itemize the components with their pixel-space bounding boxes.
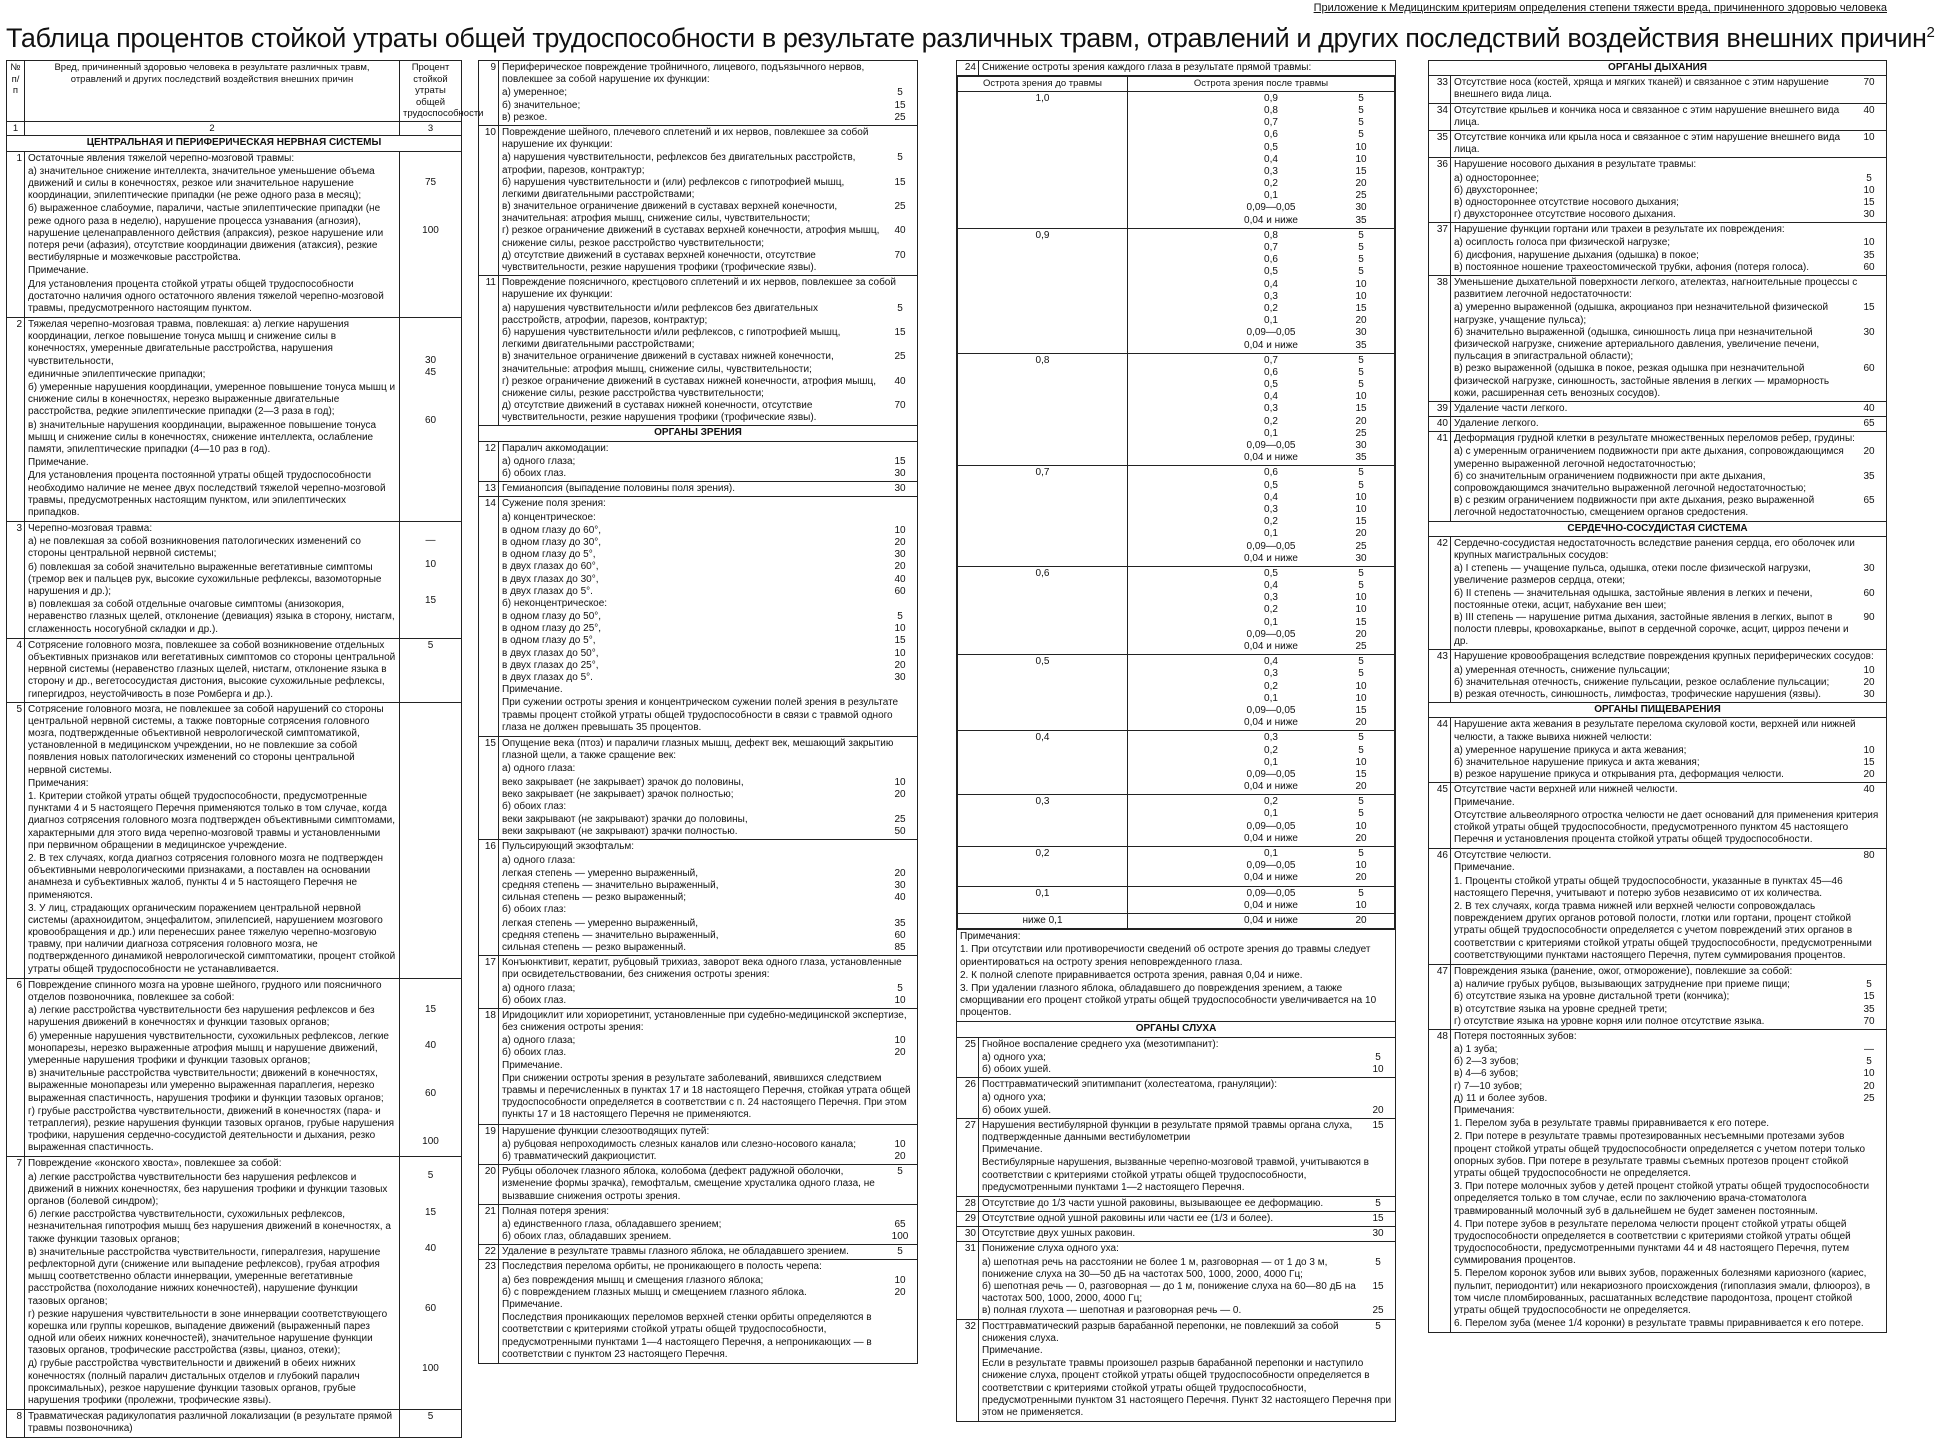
table-row: 1 Остаточные явления тяжелой черепно-мозговой травмы: а) значительное снижение интеллекта, значительное уменьшение объема движений и силы в конечностях, резкое или значительное нарушение координации, эпилептические припадки (не реже одного раза в месяц); б) выраженное слабоумие, параличи, частые эпилептические припадки (не реже одного раза в неделю), нарушение процесса узнавания (агнозия), нарушение целенаправленного действия (апраксия), резкое нарушение или потеря речи (афазия), отсутствие координации движения (атаксия), резкие вестибулярные и мозжечковые расстройства. Примечание. Для установления процента стойкой утраты общей трудоспособности достаточно наличия одного остаточного явления тяжелой черепно-мозговой травмы, предусмотренного настоящим пунктом. 75 100 [7,151,462,317]
table-row: 13 Гемианопсия (выпадение половины поля зрения). 30 [479,482,918,497]
vision-row: 0,6 5 [1264,129,1364,141]
vision-row: 0,4 10 [1264,391,1367,403]
table-row: 47 Повреждения языка (ранение, ожог, отморожение), повлекшие за собой: а) наличие грубых рубцов, вызывающих затруднение при приеме пищи; 5 б) отсутствие языка на уровне дистальной трети (кончика); 15 в) отсутствие языка на уровне средней трети; 35 г) отсутствие языка на уровне корня или полное отсутствие языка. 70 [1429,964,1887,1029]
vision-row: 0,1 15 [1264,616,1367,628]
injury-table-part-3 [956,60,1396,1422]
vision-row: 0,2 20 [1264,415,1367,427]
table-row: 16 Пульсирующий экзофтальм: а) одного глаза: легкая степень — умеренно выраженный, 20 средняя степень — значительно выраженный, 30 сильная степень — резко выраженный; 40 б) обоих глаз: легкая степень — умеренно выраженный, 35 средняя степень — значительно выраженный, 60 сильная степень — резко выраженный. 85 [479,840,918,956]
vision-row: 0,5 5 [1264,379,1364,391]
vision-before: 0,7 [958,466,1128,567]
table-row: 35 Отсутствие кончика или крыла носа и связанное с этим нарушение внешнего вида лица. 10 [1429,130,1887,157]
injury-table-part-1 [6,60,484,1438]
vision-before: 0,5 [958,655,1128,731]
vision-row: 0,3 15 [1264,165,1367,177]
table-row: 32 Посттравматический разрыв барабанной перепонки, не повлекший за собой снижения слуха. 5 Примечание. Если в результате травмы произошел разрыв барабанной перепонки и наступило снижение слуха, процент стойкой утраты общей трудоспособности определяется в соответствии с критериями стойкой утраты общей трудоспособности, предусмотренными пунктом 31 настоящего Перечня. Пункт 32 настоящего Перечня при этом не применяется. [957,1319,1396,1422]
vision-before: 0,1 [958,886,1128,913]
vision-before: 0,2 [958,847,1128,887]
vision-row: 0,09—0,05 10 [1246,820,1367,832]
vision-group [958,847,1395,887]
title-footnote: 2 [1926,24,1935,41]
table-row: 37 Нарушение функции гортани или трахеи в результате их повреждения: а) осиплость голоса при физической нагрузке; 10 б) дисфония, нарушение дыхания (одышка) в покое; 35 в) постоянное ношение трахеостомической трубки, афония (потеря голоса). 60 [1429,223,1887,276]
table-row: 5 Сотрясение головного мозга, не повлекшее за собой нарушений со стороны центральной нервной системы, а также повторные сотрясения головного мозга, подтвержденные объективной неврологической симптоматикой, установленной в медицинском учреждении, но не повлекшие за собой появления новых патологических изменений со стороны центральной нервной системы. Примечания: 1. Критерии стойкой утраты общей трудоспособности, предусмотренные пунктами 4 и 5 настоящего Перечня применяются только в том случае, когда диагноз сотрясения головного мозга подтвержден объективными симптомами, характерными для этого вида черепно-мозговой травмы и установленными при первичном обращении в медицинское учреждение. 2. В тех случаях, когда диагноз сотрясения головного мозга не подтвержден объективными неврологическими признаками, а поставлен на основании анамнеза и субъективных жалоб, пункты 4 и 5 настоящего Перечня не применяются. 3. У лиц, страдающих органическим поражением центральной нервной системы (арахноидитом, энцефалитом, эпилепсией, нарушением мозгового кровообращения и др.) или перенесших ранее тяжелую черепно-мозговую травму, при наличии диагноза сотрясения головного мозга, не подтвержденного динамикой неврологической симптоматики, процент стойкой утраты общей трудоспособности не устанавливается. [7,702,462,978]
vision-group [958,913,1395,928]
vision-row: 0,2 15 [1264,516,1367,528]
table-row: 21 Полная потеря зрения: а) единственного глаза, обладавшего зрением; 65 б) обоих глаз, обладавших зрением. 100 [479,1204,918,1245]
list-item: в одном глазу до 50°, 5 [502,611,903,623]
vision-group [958,731,1395,795]
vision-row: 0,04 и ниже 20 [1244,717,1367,729]
vision-row: 0,4 10 [1264,153,1367,165]
vision-row: 0,04 и ниже 20 [1244,914,1367,926]
vision-row: 0,04 и ниже 20 [1244,872,1367,884]
list-item: в двух глазах до 25°, 20 [502,659,906,671]
table-row: 29 Отсутствие одной ушной раковины или части ее (1/3 и более). 15 [957,1212,1396,1227]
table-row: 48 Потеря постоянных зубов: а) 1 зуба; — б) 2—3 зубов; 5 в) 4—6 зубов; 10 г) 7—10 зубов; 20 д) 11 и более зубов. 25 Примечания: 1. Перелом зуба в результате травмы приравнивается к его потере. 2. При потере в результате травмы протезированных несъемными протезами зубов процент стойкой утраты общей трудоспособности определяется с учетом потери только опорных зубов. При потере в результате травмы съемных протезов процент стойкой утраты общей трудоспособности не определяется. 3. При потере молочных зубов у детей процент стойкой утраты общей трудоспособности определяется только в том случае, если по заключению врача-стоматолога травмированный молочный зуб в дальнейшем не будет заменен постоянным. 4. При потере зубов в результате перелома челюсти процент стойкой утраты общей трудоспособности определяется в соответствии с критериями стойкой утраты общей трудоспособности, предусмотренными пунктами 44 и 48 настоящего Перечня, путем суммирования процентов. 5. Перелом коронок зубов или вывих зубов, пораженных болезнями кариозного (кариес, пульпит, периодонтит) или некариозного происхождения (гипоплазия эмали, флюороз), в том числе пломбированных, расшатанных вследствие пародонтоза, процент стойкой утраты общей трудоспособности не определяется. 6. Перелом зуба (менее 1/4 коронки) в результате травмы приравнивается к его потере. [1429,1029,1887,1333]
vision-row: 0,3 10 [1264,592,1367,604]
vision-group [958,466,1395,567]
column-1 [6,60,484,1450]
vision-row: 0,6 5 [1264,467,1364,479]
table-row: 24 Снижение остроты зрения каждого глаза в результате прямой травмы: [957,61,1396,76]
vision-row: 0,3 5 [1264,668,1364,680]
table-header-index: 1 2 3 [7,121,462,136]
vision-before: ниже 0,1 [958,913,1128,928]
table-row: 42 Сердечно-сосудистая недостаточность вследствие ранения сердца, его оболочек или крупных магистральных сосудов: а) I степень — учащение пульса, одышка, отеки после физической нагрузки, увеличение размеров сердца, отеки; 30 б) II степень — значительная одышка, застойные явления в легких и печени, постоянные отеки, асцит, набухание вен шеи; 60 в) III степень — нарушение ритма дыхания, застойные явления в легких, выпот в полости плевры, кровохарканье, выпот в сердечной сорочке, асцит, цирроз печени и др. 90 [1429,536,1887,650]
vision-table-row [957,76,1396,930]
table-row: 39 Удаление части легкого. 40 [1429,401,1887,416]
table-row: 19 Нарушение функции слезоотводящих путей: а) рубцовая непроходимость слезных каналов или слезно-носового канала; 10 б) травматический дакриоцистит. 20 [479,1124,918,1165]
vision-row: 0,04 и ниже 35 [1244,214,1367,226]
table-row: 3 Черепно-мозговая травма: а) не повлекшая за собой возникновения патологических изменений со стороны центральной нервной системы; б) повлекшая за собой значительно выраженные вегетативные симптомы (тремор век и пальцев рук, высокие сухожильные рефлексы, вазомоторные нарушения и др.); в) повлекшая за собой отдельные очаговые симптомы (анизокория, неравенство глазных щелей, отклонение (девиация) языка в сторону, нистагм, сглаженность носогубной складки и др.). — 10 15 [7,522,462,639]
vision-row: 0,2 15 [1264,302,1367,314]
table-row: 41 Деформация грудной клетки в результате множественных переломов ребер, грудины: а) с умеренным ограничением подвижности при акте дыхания, сопровождающимся умеренно выраженной легочной недостаточностью; 20 б) со значительным ограничением подвижности при акте дыхания, сопровождающимся значительно выраженной легочной недостаточностью; 35 в) с резким ограничением подвижности при акте дыхания, резко выраженной легочной недостаточностью, смещением органов средостения. 65 [1429,432,1887,521]
section-respiratory: ОРГАНЫ ДЫХАНИЯ [1429,61,1887,76]
vision-row: 0,2 5 [1264,744,1364,756]
table-row: 40 Удаление легкого. 65 [1429,417,1887,432]
vision-row: 0,04 и ниже 25 [1244,641,1367,653]
vision-row: 0,04 и ниже 20 [1244,781,1367,793]
list-item: в) 4—6 зубов; 10 [1454,1068,1875,1080]
vision-row: 0,09—0,05 15 [1246,704,1367,716]
table-row: 28 Отсутствие до 1/3 части ушной раковины, вызывающее ее деформацию. 5 [957,1196,1396,1211]
vision-row: 0,1 5 [1264,808,1364,820]
list-item: в одном глазу до 5°, 15 [502,635,906,647]
vision-row: 0,09—0,05 10 [1246,860,1367,872]
vision-row: 0,5 5 [1264,479,1364,491]
table-row: 6 Повреждение спинного мозга на уровне шейного, грудного или поясничного отделов позвоночника, повлекшее за собой: а) легкие расстройства чувствительности без нарушения рефлексов и без нарушения движений в конечностях и функции тазовых органов; б) умеренные нарушения чувствительности, сухожильных рефлексов, легкие монопарезы, нерезко выраженные атрофия мышц и нарушение движений, умеренные нарушения трофики и функции тазовых органов; в) значительные расстройства чувствительности; движений в конечностях, выраженные монопарезы или умеренно выраженная параплегия, нерезко выраженная спастичность, нарушения трофики и функции тазовых органов; г) грубые расстройства чувствительности, движений в конечностях (пара- и тетраплегия), резкие нарушения функции тазовых органов, грубые нарушения трофики, нарушения сердечно-сосудистой деятельности и дыхания, резко выраженная спастичность. 15 40 60 100 [7,978,462,1157]
table-row: 45 Отсутствие части верхней или нижней челюсти. 40 Примечание. Отсутствие альвеолярного отростка челюсти не дает оснований для применения критерия стойкой утраты общей трудоспособности, предусмотренного пунктом 45 настоящего Перечня и установления процента стойкой утраты общей трудоспособности. [1429,783,1887,849]
list-item: в одном глазу до 60°, 10 [502,524,906,536]
table-row: 33 Отсутствие носа (костей, хряща и мягких тканей) и связанное с этим нарушение внешнего вида лица. 70 [1429,76,1887,103]
vision-row: 0,7 5 [1264,242,1364,254]
vision-row: 0,5 5 [1264,266,1364,278]
table-row: 23 Последствия перелома орбиты, не проникающего в полость черепа: а) без повреждения мышц и смещения глазного яблока; 10 б) с повреждением глазных мышц и смещением глазного яблока. 20 Примечание. Последствия проникающих переломов верхней стенки орбиты определяются в соответствии с критериями стойкой утраты общей трудоспособности, предусмотренными пунктами 1—4 настоящего Перечня, а непроникающих — в соответствии с пунктом 23 настоящего Перечня. [479,1260,918,1364]
section-cardio: СЕРДЕЧНО-СОСУДИСТАЯ СИСТЕМА [1429,521,1887,536]
vision-row: 0,2 20 [1264,178,1367,190]
appendix-note: Приложение к Медицинским критериям определения степени тяжести вреда, причиненного здоровью человека [1313,2,1887,14]
vision-before: 0,3 [958,795,1128,847]
table-row: 34 Отсутствие крыльев и кончика носа и связанное с этим нарушение внешнего вида лица. 40 [1429,103,1887,130]
table-row: 38 Уменьшение дыхательной поверхности легкого, ателектаз, нагноительные процессы с развитием легочной недостаточности: а) умеренно выраженной (одышка, акроцианоз при незначительной физической нагрузке, учащение пульса); 15 б) значительно выраженной (одышка, синюшность лица при незначительной физической нагрузке, снижение артериального давления, увеличение печени, пульсация в эпигастральной области); 30 в) резко выраженной (одышка в покое, резкая одышка при незначительной физической нагрузке, синюшность, застойные явления в легких — мраморность кожи, расширенная сеть венозных сосудов). 60 [1429,276,1887,402]
vision-notes: Примечания: 1. При отсутствии или противоречиости сведений об остроте зрения до травмы следует ориентироваться на остроту зрения неповрежденного глаза. 2. К полной слепоте приравнивается острота зрения, равная 0,04 и ниже. 3. При удалении глазного яблока, обладавшего до повреждения зрением, а также сморщивании его процент стойкой утраты общей трудоспособности увеличивается на 10 процентов. [957,930,1396,1022]
table-row: 20 Рубцы оболочек глазного яблока, колобома (дефект радужной оболочки, изменение формы зрачка), гемофтальм, смещение хрусталика одного глаза, не вызвавшие снижения остроты зрения. 5 [479,1165,918,1205]
vision-row: 0,04 и ниже 20 [1244,832,1367,844]
vision-row: 0,09—0,05 5 [1246,887,1364,899]
column-3 [956,60,1396,1450]
vision-row: 0,4 5 [1264,656,1364,668]
list-item: в двух глазах до 30°, 40 [502,573,906,585]
vision-group [958,655,1395,731]
header-pct: Процент стойкой утраты общей трудоспособности [400,61,462,122]
vision-row: 0,04 и ниже 35 [1244,339,1367,351]
list-item: д) 11 и более зубов. 25 [1454,1092,1875,1104]
table-row: 12 Паралич аккомодации: а) одного глаза; 15 б) обоих глаз. 30 [479,441,918,482]
table-row: 7 Повреждение «конского хвоста», повлекшее за собой: а) легкие расстройства чувствительности без нарушения рефлексов и движений в нижних конечностях, без нарушения трофики и функции тазовых органов (болевой синдром); б) легкие расстройства чувствительности, сухожильных рефлексов, незначительная гипотрофия мышц без нарушения движений в конечностях, а также функции тазовых органов; в) значительные расстройства чувствительности, гипералгезия, нарушение рефлекторной дуги (снижение или выпадение рефлексов), грубая атрофия мышц соответственно области иннервации, умеренные вегетативные расстройства (похолодание нижних конечностей), нарушение функции тазовых органов; г) резкие нарушения чувствительности в зоне иннервации соответствующего корешка или группы корешков, выпадение движений (выраженный парез одной или обеих нижних конечностей), значительное нарушение функции тазовых органов, трофические расстройства (язвы, цианоз, отеки); д) грубые расстройства чувствительности и движений в обеих нижних конечностях (полный паралич дистальных отделов и глубокий паралич проксимальных), резкое нарушение функции тазовых органов, грубые нарушения трофики (пролежни, трофические язвы). 5 15 40 60 100 [7,1157,462,1410]
table-row: 4 Сотрясение головного мозга, повлекшее за собой возникновение отдельных объективных признаков или вегетативных симптомов со стороны центральной нервной системы (неравенство глазных щелей, нистагм, отклонение языка в сторону и др., вегетососудистая дистония, высокие сухожильные рефлексы, гипергидроз, неустойчивость в позе Ромберга и др.). 5 [7,638,462,702]
table-row: 26 Посттравматический эпитимпанит (холестеатома, грануляции): а) одного уха; б) обоих ушей. 20 [957,1078,1396,1119]
vision-group [958,91,1395,228]
vision-row: 0,09—0,05 15 [1246,768,1367,780]
vision-row: 0,1 10 [1264,692,1367,704]
vision-row: 0,8 5 [1264,229,1364,241]
vision-row: 0,2 10 [1264,680,1367,692]
vision-group [958,795,1395,847]
table-row: 17 Конъюнктивит, кератит, рубцовый трихиаз, заворот века одного глаза, установленные при освидетельствовании, без снижения остроты зрения: а) одного глаза; 5 б) обоих глаз. 10 [479,956,918,1009]
section-digestive: ОРГАНЫ ПИЩЕВАРЕНИЯ [1429,703,1887,718]
page-title: Таблица процентов стойкой утраты общей трудоспособности в результате различных травм, отравлений и других последствий воздействия внешних причин$^2$ [6,23,1935,53]
table-row: 9 Периферическое повреждение тройничного, лицевого, подъязычного нервов, повлекшее за собой нарушение их функции: а) умеренное; 5 б) значительное; 15 в) резкое. 25 [479,61,918,126]
vision-row: 0,5 5 [1264,567,1364,579]
vision-row: 0,4 10 [1264,491,1367,503]
vision-row: 0,6 5 [1264,254,1364,266]
injury-table-part-2 [478,60,918,1364]
vision-row: 0,1 25 [1264,427,1367,439]
table-row: 25 Гнойное воспаление среднего уха (мезотимпанит): а) одного уха; 5 б) обоих ушей. 10 [957,1037,1396,1078]
vision-before: 0,6 [958,566,1128,654]
vision-before: 0,8 [958,353,1128,466]
vision-row: 0,4 10 [1264,278,1367,290]
vision-row: 0,2 5 [1264,796,1364,808]
vision-before: 0,9 [958,228,1128,353]
table-header [7,61,462,122]
vision-before: 1,0 [958,91,1128,228]
table-row: 2 Тяжелая черепно-мозговая травма, повлекшая: а) легкие нарушения координации, легкое повышение тонуса мышц и снижение силы в конечностях, умеренные двигательные расстройства, нарушения чувствительности, единичные эпилептические припадки; б) умеренные нарушения координации, умеренное повышение тонуса мышц и снижение силы в конечностях, нерезко выраженные двигательные расстройства, редкие эпилептические припадки (2—3 раза в год); в) значительные нарушения координации, выраженное повышение тонуса мышц и снижение силы в конечностях, снижение интеллекта, ослабление памяти, эпилептические припадки (4—10 раз в год). Примечание. Для установления процента постоянной утраты общей трудоспособности необходимо наличие не менее двух последствий тяжелой черепно-мозговой травмы, предусмотренных настоящим пунктом, или эпилептических припадков. 30 45 60 [7,318,462,522]
table-row: 15 Опущение века (птоз) и параличи глазных мышц, дефект век, мешающий закрытию глазной щели, а также сращение век: а) одного глаза: веко закрывает (не закрывает) зрачок до половины, 10 веко закрывает (не закрывает) зрачок полностью; 20 б) обоих глаз: веки закрывают (не закрывают) зрачки до половины, 25 веки закрывают (не закрывают) зрачки полностью. 50 [479,736,918,840]
vision-group [958,228,1395,353]
vision-row: 0,9 5 [1264,92,1364,104]
table-row: 27 Нарушения вестибулярной функции в результате прямой травмы органа слуха, подтвержденные данными вестибулометрии 15 Примечание. Вестибулярные нарушения, вызванные черепно-мозговой травмой, учитываются в соответствии с критериями стойкой утраты общей трудоспособности, предусмотренными пунктами 1—2 настоящего Перечня. [957,1118,1396,1196]
vision-row: 0,2 10 [1264,604,1367,616]
vision-row: 0,7 5 [1264,354,1364,366]
vision-row: 0,5 10 [1264,141,1367,153]
vision-row: 0,6 5 [1264,366,1364,378]
vision-before: 0,4 [958,731,1128,795]
vision-row: 0,09—0,05 30 [1246,202,1367,214]
section-cns: ЦЕНТРАЛЬНАЯ И ПЕРИФЕРИЧЕСКАЯ НЕРВНАЯ СИСТЕМЫ [7,136,462,151]
vision-group [958,353,1395,466]
list-item: а) 1 зуба; — [1454,1044,1874,1056]
section-ears: ОРГАНЫ СЛУХА [957,1022,1396,1037]
vision-group [958,566,1395,654]
vision-row: 0,04 и ниже 10 [1244,899,1367,911]
vision-row: 0,09—0,05 20 [1246,628,1367,640]
list-item: в двух глазах до 50°, 10 [502,647,906,659]
vision-row: 0,04 и ниже 30 [1244,552,1367,564]
list-item: г) 7—10 зубов; 20 [1454,1080,1875,1092]
table-row: 18 Иридоциклит или хориоретинит, установленные при судебно-медицинской экспертизе, без снижения остроты зрения: а) одного глаза; 10 б) обоих глаз. 20 Примечание. При снижении остроты зрения в результате заболеваний, явившихся следствием травмы и перечисленных в пунктах 17 и 18 настоящего Перечня, стойкая утрата общей трудоспособности определяется в соответствии с п. 24 настоящего Перечня. При этом пункты 17 и 18 настоящего Перечня не применяются. [479,1008,918,1124]
vision-row: 0,4 5 [1264,580,1364,592]
vision-row: 0,8 5 [1264,104,1364,116]
list-item: в двух глазах до 5°. 30 [502,672,906,683]
table-row: 36 Нарушение носового дыхания в результате травмы: а) одностороннее; 5 б) двухстороннее; 10 в) одностороннее отсутствие носового дыхания; 15 г) двухстороннее отсутствие носового дыхания. 30 [1429,158,1887,223]
table-row: 46 Отсутствие челюсти. 80 Примечание. 1. Проценты стойкой утраты общей трудоспособности, указанные в пунктах 45—46 настоящего Перечня, учитывают и потерю зубов независимо от их количества. 2. В тех случаях, когда травма нижней или верхней челюсти сопровождалась повреждением других органов ротовой полости, глотки или гортани, процент стойкой утраты общей трудоспособности определяется с учетом повреждений этих органов в соответствии с критериями стойкой утраты общей трудоспособности, предусмотренными соответствующими пунктами настоящего Перечня, путем суммирования процентов. [1429,849,1887,965]
section-eyes: ОРГАНЫ ЗРЕНИЯ [479,426,918,441]
vision-header-before: Острота зрения до травмы [958,77,1128,92]
header-num: № п/п [7,61,25,122]
vision-row: 0,09—0,05 30 [1246,327,1367,339]
vision-row: 0,1 25 [1264,190,1367,202]
header-harm: Вред, причиненный здоровью человека в результате различных травм, отравлений и других последствий воздействия внешних причин [25,61,400,122]
vision-table [957,76,1395,929]
table-row: 31 Понижение слуха одного уха: а) шепотная речь на расстоянии не более 1 м, разговорная — от 1 до 3 м, понижение слуха на 30—50 дБ на частотах 500, 1000, 2000, 4000 Гц; 5 б) шепотная речь — 0, разговорная — до 1 м, понижение слуха на 60—80 дБ на частотах 500, 1000, 2000, 4000 Гц; 15 в) полная глухота — шепотная и разговорная речь — 0. 25 [957,1242,1396,1319]
table-row: 44 Нарушение акта жевания в результате перелома скуловой кости, верхней или нижней челюсти, а также вывиха нижней челюсти: а) умеренное нарушение прикуса и акта жевания; 10 б) значительное нарушение прикуса и акта жевания; 15 в) резкое нарушение прикуса и открывания рта, деформация челюсти. 20 [1429,718,1887,783]
vision-row: 0,3 10 [1264,503,1367,515]
vision-row: 0,3 10 [1264,290,1367,302]
column-4 [1428,60,1887,1450]
list-item: в одном глазу до 30°, 20 [502,536,906,548]
vision-row: 0,3 5 [1264,732,1364,744]
vision-row: 0,1 5 [1264,848,1364,860]
table-row: 22 Удаление в результате травмы глазного яблока, не обладавшего зрением. 5 [479,1245,918,1260]
vision-row: 0,04 и ниже 35 [1244,452,1367,464]
table-row: 8 Травматическая радикулопатия различной локализации (в результате прямой травмы позвоночника) 5 [7,1410,462,1437]
injury-table-part-4 [1428,60,1887,1333]
vision-group [958,886,1395,913]
list-item: в двух глазах до 5°. 60 [502,585,906,597]
column-2 [478,60,918,1450]
vision-row: 0,1 10 [1264,756,1367,768]
vision-header-after: Острота зрения после травмы [1128,77,1395,92]
table-row: 10 Повреждение шейного, плечевого сплетений и их нервов, повлекшее за собой нарушение их функции: а) нарушения чувствительности, рефлексов без двигательных расстройств, атрофии, парезов, контрактур; 5 б) нарушения чувствительности и (или) рефлексов с гипотрофией мышц, легкими двигательными расстройствами; 15 в) значительное ограничение движений в суставах верхней конечности, значительная: атрофия мышц, снижение силы, чувствительности; 25 г) резкое ограничение движений в суставах верхней конечности, атрофия мышц, снижение силы, резкое расстройство чувствительности; 40 д) отсутствие движений в суставах верхней конечности, отсутствие чувствительности, резкие нарушения трофики (трофические язвы). 70 [479,125,918,275]
list-item: в одном глазу до 5°, 30 [502,549,906,561]
vision-row: 0,09—0,05 30 [1246,440,1367,452]
list-item: б) 2—3 зубов; 5 [1454,1056,1872,1068]
list-item: в двух глазах до 60°, 20 [502,561,906,573]
table-row: 14 Сужение поля зрения: а) концентрическое: в одном глазу до 60°, 10 в одном глазу до 30°, 20 в одном глазу до 5°, 30 в двух глазах до 60°, 20 в двух глазах до 30°, 40 в двух глазах до 5°. 60 б) неконцентрическое: в одном глазу до 50°, 5 в одном глазу до 25°, 10 в одном глазу до 5°, 15 в двух глазах до 50°, 10 в двух глазах до 25°, 20 в двух глазах до 5°. 30 Примечание. При сужении остроты зрения и концентрическом сужении полей зрения в результате травмы процент стойкой утраты общей трудоспособности в связи с травмой одного глаза не должен превышать 35 процентов. [479,497,918,737]
vision-row: 0,1 20 [1264,315,1367,327]
table-row: 11 Повреждение поясничного, крестцового сплетений и их нервов, повлекшее за собой нарушение их функции: а) нарушения чувствительности и/или рефлексов без двигательных расстройств, атрофии, парезов, контрактур; 5 б) нарушения чувствительности и/или рефлексов, с гипотрофией мышц, легкими двигательными расстройствами; 15 в) значительное ограничение движений в суставах нижней конечности, значительные: атрофия мышц, снижение силы, чувствительности; 25 г) резкое ограничение движений в суставах нижней конечности, атрофия мышц, снижение силы, резкие расстройства чувствительности; 40 д) отсутствие движений в суставах нижней конечности, отсутствие чувствительности, резкие нарушения трофики (трофические язвы). 70 [479,276,918,426]
vision-row: 0,1 20 [1264,528,1367,540]
vision-row: 0,09—0,05 25 [1246,540,1367,552]
table-row: 43 Нарушение кровообращения вследствие повреждения крупных периферических сосудов: а) умеренная отечность, снижение пульсации; 10 б) значительная отечность, снижение пульсации, резкое ослабление пульсации; 20 в) резкая отечность, синюшность, лимфостаз, трофические нарушения (язвы). 30 [1429,650,1887,703]
table-row: 30 Отсутствие двух ушных раковин. 30 [957,1227,1396,1242]
vision-row: 0,3 15 [1264,403,1367,415]
list-item: в одном глазу до 25°, 10 [502,623,906,635]
vision-row: 0,7 5 [1264,117,1364,129]
